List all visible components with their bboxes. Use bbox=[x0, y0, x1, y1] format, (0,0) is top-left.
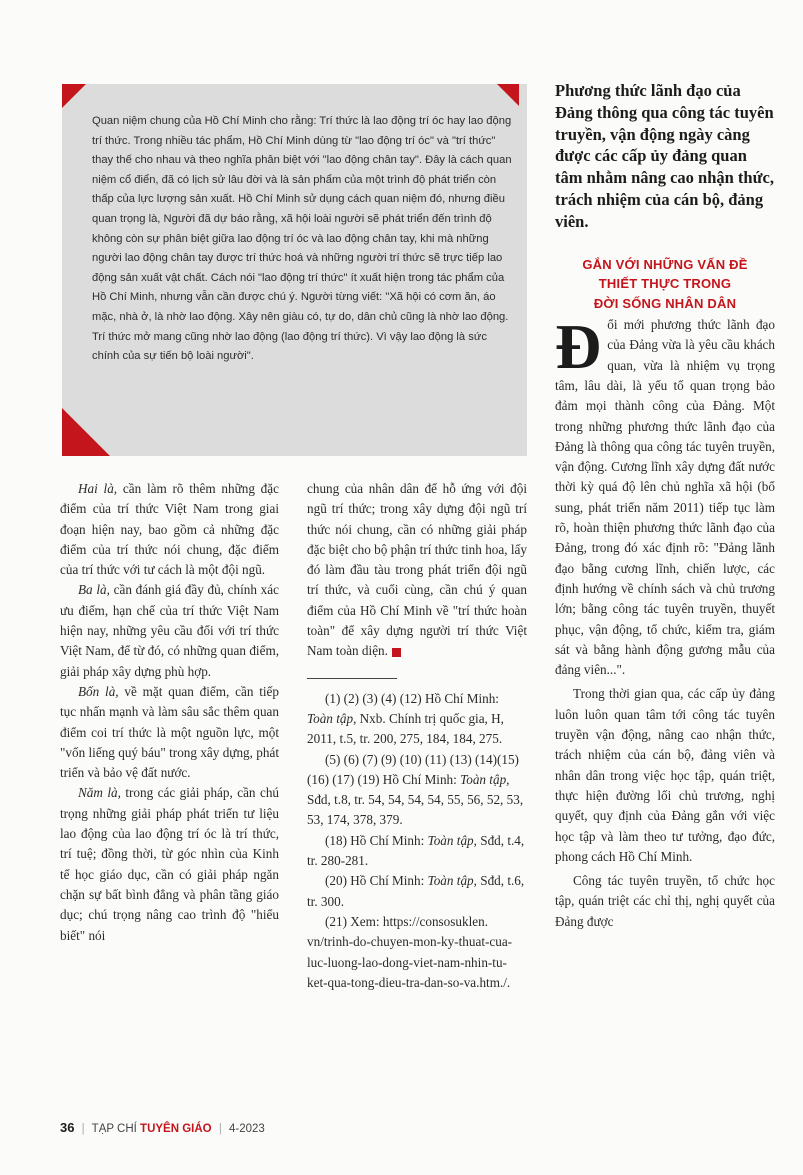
footnote: (20) Hồ Chí Minh: Toàn tập, Sđd, t.6, tr. 300. bbox=[307, 873, 525, 909]
footnote-link: (21) Xem: https://consosuklen. vn/trinh-do-chuyen-mon-ky-thuat-cua-luc-luong-lao-dong-viet-nam-nhin-tu-ket-qua-tong-dieu-tra-dan-so-va.htm./. bbox=[307, 913, 513, 990]
page-footer: 36 | TẠP CHÍ TUYÊN GIÁO | 4-2023 bbox=[60, 1120, 265, 1135]
column-middle bbox=[307, 479, 527, 993]
magazine-brand: TUYÊN GIÁO bbox=[140, 1123, 212, 1135]
column-left bbox=[60, 479, 279, 946]
footnote: (18) Hồ Chí Minh: Toàn tập, Sđd, t.4, tr. 280-281. bbox=[307, 832, 525, 869]
page-number: 36 bbox=[60, 1120, 75, 1135]
corner-accent bbox=[62, 84, 86, 108]
footnote-rule bbox=[307, 678, 397, 679]
corner-accent bbox=[62, 408, 110, 456]
footnote: (5) (6) (7) (9) (10) (11) (13) (14)(15) (16) (17) (19) Hồ Chí Minh: Toàn tập, Sđd, t.8, tr. 54, 54, 54, 54, 55, 56, 52, 53, 53, 174, 378, 379. bbox=[307, 751, 524, 828]
issue-number: 4-2023 bbox=[229, 1123, 265, 1135]
magazine-label: TẠP CHÍ bbox=[91, 1123, 137, 1135]
paragraph: chung của nhân dân để hỗ ứng với đội ngũ trí thức; trong xây dựng đội ngũ trí thức nói chung, cần có những giải pháp đặc biệt cho bộ phận trí thức tinh hoa, lấy đó làm đầu tàu trong phát triển đội ngũ trí thức, và cuối cùng, cần chú ý quan điểm của Hồ Chí Minh về "trí thức hoàn toàn" để xây dựng người trí thức Việt Nam toàn diện. bbox=[307, 481, 527, 659]
corner-accent bbox=[497, 84, 519, 106]
drop-cap: Đ bbox=[555, 311, 602, 383]
footnote: (1) (2) (3) (4) (12) Hồ Chí Minh: Toàn tập, Nxb. Chính trị quốc gia, H, 2011, t.5, tr. 200, 275, 184, 184, 275. bbox=[307, 690, 504, 747]
paragraph: Đổi mới phương thức lãnh đạo của Đảng vừa là yêu cầu khách quan, vừa là nhiệm vụ trọng tâm, lâu dài, là yếu tố quan trọng bảo đảm mọi thành công của Đảng. Một trong những phương thức lãnh đạo của Đảng là thông qua công tác tuyên truyền, vận động. Cương lĩnh xây dựng đất nước thời kỳ quá độ lên chủ nghĩa xã hội (bổ sung, phát triển năm 2011) tiếp tục làm rõ, hoàn thiện phương thức lãnh đạo của Đảng, trong đó xác định rõ: "Đảng lãnh đạo bằng cương lĩnh, chiến lược, các định hướng về chính sách và chủ trương lớn; bằng công tác tuyên truyền, thuyết phục, vận động, tổ chức, kiểm tra, giám sát và bằng hành động gương mẫu của đảng viên...". bbox=[555, 311, 775, 678]
quote-box bbox=[62, 84, 527, 456]
paragraph: Trong thời gian qua, các cấp ủy đảng luôn luôn quan tâm tới công tác tuyên truyền vận động, nâng cao nhận thức, trách nhiệm của cán bộ, đảng viên và nhân dân trong việc học tập, quán triệt, thực hiện đường lối chủ trương, nghị quyết, quy định của Đảng gắn với việc học tập và làm theo tư tưởng, đạo đức, phong cách Hồ Chí Minh. bbox=[555, 686, 775, 864]
paragraph: Năm là, trong các giải pháp, cần chú trọng những giải pháp phát triển tư liệu lao động của lao động trí óc là trí thức, trí tuệ; đồng thời, từ góc nhìn của Kinh tế học giáo dục, cần có giải pháp ngăn chặn sự bất bình đẳng và phân tầng giáo dục; chú trọng nâng cao trình độ "hiểu biết" nói bbox=[60, 785, 280, 943]
pull-quote: Phương thức lãnh đạo của Đảng thông qua công tác tuyên truyền, vận động ngày càng được các cấp ủy đảng quan tâm nhằm nâng cao nhận thức, trách nhiệm của cán bộ, đảng viên. bbox=[555, 81, 774, 231]
box-text: Quan niệm chung của Hồ Chí Minh cho rằng: Trí thức là lao động trí óc hay lao động trí thức. Trong nhiều tác phẩm, Hồ Chí Minh dùng từ "lao động trí óc" và "trí thức" thay thế cho nhau và theo nghĩa phân biệt với "lao động chân tay". Đây là cách quan niệm cổ điển, đã có lịch sử lâu đời và là sản phẩm của một trình độ phát triển còn thấp của lực lượng sản xuất. Hồ Chí Minh sử dụng cách quan niệm đó, nhưng điều quan trọng là, Người đã dự báo rằng, xã hội loài người sẽ phát triển đến trình độ không còn sự phân biệt giữa lao động trí óc và lao động chân tay, khi mà những người lao động chân tay được trí thức hoá và những người trí thức sẽ trực tiếp lao động sản xuất vật chất. Cách nói "lao động trí thức" ít xuất hiện trong tác phẩm của Hồ Chí Minh, nhưng vẫn cần được chú ý. Người từng viết: "Xã hội có cơm ăn, áo mặc, nhà ở, là nhờ lao động. Xây nên giàu có, tự do, dân chủ cũng là nhờ lao động. Trí thức mở mang cũng nhờ lao động (lao động trí thức). Vì vậy lao động là sức chính của sự tiến bộ loài người". bbox=[92, 115, 512, 363]
paragraph: Hai là, cần làm rõ thêm những đặc điểm của trí thức Việt Nam trong giai đoạn hiện nay, bao gồm cả những đặc điểm của trí thức nói chung, đặc điểm của trí thức với tư cách là một đội ngũ. bbox=[60, 481, 279, 578]
paragraph: Bốn là, về mặt quan điểm, cần tiếp tục nhấn mạnh và làm sâu sắc thêm quan điểm coi trí thức là một nguồn lực, một "vốn liếng quý báu" trong xây dựng, phát triển và bảo vệ đất nước. bbox=[60, 683, 279, 781]
end-mark-icon bbox=[392, 648, 401, 657]
paragraph: Công tác tuyên truyền, tổ chức học tập, quán triệt các chỉ thị, nghị quyết của Đảng được bbox=[555, 873, 775, 929]
paragraph: Ba là, cần đánh giá đầy đủ, chính xác ưu điểm, hạn chế của trí thức Việt Nam hiện nay, những yêu cầu đối với trí thức Việt Nam, để từ đó, có những quan điểm, giải pháp xây dựng phù hợp. bbox=[60, 582, 279, 679]
column-right bbox=[555, 80, 775, 932]
section-heading: GẮN VỚI NHỮNG VẤN ĐỀ THIẾT THỰC TRONG ĐỜI SỐNG NHÂN DÂN bbox=[582, 256, 748, 311]
